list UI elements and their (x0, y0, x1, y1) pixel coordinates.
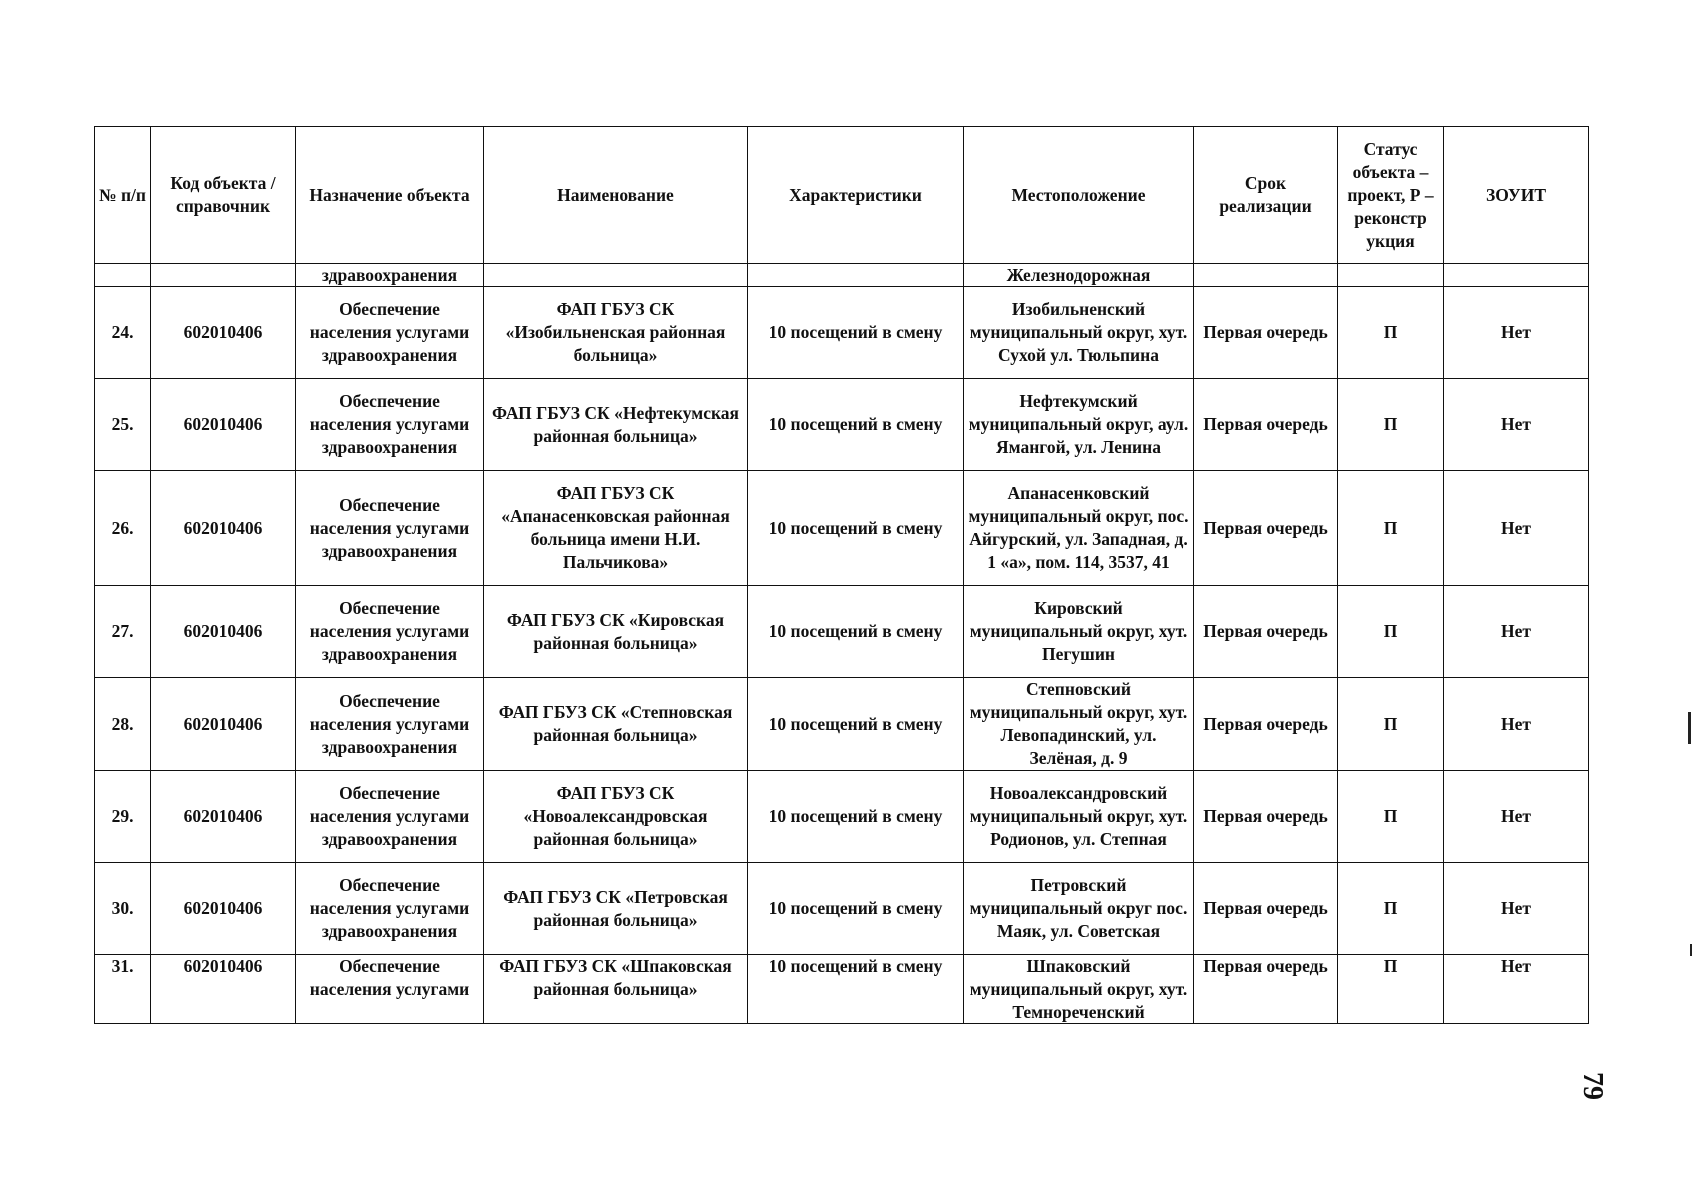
cell-text: Нет (1501, 517, 1531, 538)
cell-text: Нет (1501, 713, 1531, 734)
cell-zouit (1444, 471, 1589, 586)
cell-location: Железнодорожная (964, 264, 1194, 287)
cell-term (1194, 287, 1338, 379)
cell-specs (748, 471, 964, 586)
header-num: № п/п (95, 127, 151, 264)
cell-text: Нет (1501, 898, 1531, 918)
cell-code (151, 955, 296, 1024)
cell-text: Нефтекумский муниципальный округ, аул. Ямангой, ул. Ленина (968, 391, 1189, 457)
page-number: 79 (1577, 1072, 1608, 1100)
cell-text: Нет (1501, 956, 1531, 976)
cell-num (95, 678, 151, 771)
header-status: Статус объекта – проект, Р – реконстр укция (1338, 127, 1444, 264)
cell-purpose (296, 771, 484, 863)
header-name: Наименование (484, 127, 748, 264)
cell-text: 10 посещений в смену (768, 621, 943, 641)
cell-text: 10 посещений в смену (768, 322, 943, 342)
scan-edge-mark (1690, 944, 1692, 956)
cell-text: Кировский муниципальный округ, хут. Пегушин (969, 598, 1188, 664)
cell-text: Нет (1501, 414, 1531, 434)
cell-text: 602010406 (183, 713, 263, 734)
cell-text: 25. (111, 414, 134, 434)
cell-specs (748, 586, 964, 678)
cell-location (964, 863, 1194, 955)
scan-edge-mark (1688, 712, 1691, 744)
cell-text: ФАП ГБУЗ СК «Кировская районная больница» (506, 609, 725, 653)
header-zouit: ЗОУИТ (1444, 127, 1589, 264)
cell-text: Первая очередь (1203, 414, 1328, 434)
cell-text: 10 посещений в смену (768, 898, 943, 918)
cell-text: 31. (111, 956, 134, 976)
cell-zouit (1444, 678, 1589, 771)
cell-text: ФАП ГБУЗ СК «Шпаковская районная больница» (499, 956, 732, 999)
cell-location (964, 586, 1194, 678)
cell-location (964, 771, 1194, 863)
cell-num (95, 264, 151, 287)
cell-text: Первая очередь (1203, 517, 1328, 538)
cell-text: Степновский муниципальный округ, хут. Левопадинский, ул. Зелёная, д. 9 (969, 679, 1188, 768)
cell-text: 10 посещений в смену (768, 414, 943, 434)
cell-purpose: здравоохранения (296, 264, 484, 287)
cell-text: Обеспечение населения услугами здравоохранения (309, 598, 470, 664)
cell-term (1194, 264, 1338, 287)
cell-text: Обеспечение населения услугами здравоохранения (309, 494, 470, 561)
cell-text: Обеспечение населения услугами (309, 956, 470, 999)
cell-name (484, 264, 748, 287)
cell-name (484, 678, 748, 771)
cell-text: П (1383, 414, 1398, 434)
cell-text: 24. (111, 322, 134, 342)
table-header-row (95, 127, 1589, 264)
cell-zouit (1444, 264, 1589, 287)
cell-specs (748, 678, 964, 771)
cell-text: П (1383, 517, 1398, 538)
cell-text: Изобильненский муниципальный округ, хут. Сухой ул. Тюльпина (969, 299, 1188, 365)
cell-text: Обеспечение населения услугами здравоохранения (309, 875, 470, 941)
cell-text: Нет (1501, 806, 1531, 826)
cell-term (1194, 379, 1338, 471)
cell-text: Первая очередь (1203, 322, 1328, 342)
cell-zouit (1444, 863, 1589, 955)
data-table (94, 126, 1589, 1024)
cell-specs (748, 379, 964, 471)
header-location: Местоположение (964, 127, 1194, 264)
cell-text: 10 посещений в смену (768, 713, 943, 734)
cell-location (964, 379, 1194, 471)
header-purpose: Назначение объекта (296, 127, 484, 264)
cell-code (151, 678, 296, 771)
cell-location (964, 678, 1194, 771)
cell-text: Нет (1501, 621, 1531, 641)
cell-status (1338, 586, 1444, 678)
cell-code (151, 287, 296, 379)
header-code: Код объекта / справочник (151, 127, 296, 264)
cell-zouit (1444, 379, 1589, 471)
cell-text: П (1383, 713, 1398, 734)
cell-text: 30. (111, 898, 134, 918)
cell-name (484, 771, 748, 863)
cell-text: ФАП ГБУЗ СК «Новоалександровская районная больница» (523, 783, 708, 849)
cell-zouit (1444, 771, 1589, 863)
cell-name (484, 955, 748, 1024)
cell-text: 602010406 (183, 322, 263, 342)
cell-status (1338, 471, 1444, 586)
table-row (95, 287, 1589, 379)
cell-text: П (1383, 956, 1398, 976)
cell-text: Первая очередь (1203, 621, 1328, 641)
cell-purpose (296, 678, 484, 771)
cell-purpose (296, 287, 484, 379)
cell-purpose (296, 863, 484, 955)
cell-text: 28. (111, 713, 134, 734)
cell-text: 602010406 (183, 517, 263, 538)
cell-text: П (1383, 806, 1398, 826)
cell-code (151, 771, 296, 863)
cell-term (1194, 955, 1338, 1024)
cell-text: 602010406 (183, 806, 263, 826)
cell-num (95, 586, 151, 678)
cell-term (1194, 771, 1338, 863)
cell-zouit (1444, 955, 1589, 1024)
cell-text: Обеспечение населения услугами здравоохранения (309, 299, 470, 365)
cell-status (1338, 287, 1444, 379)
cell-text: 10 посещений в смену (768, 517, 943, 538)
cell-text: Нет (1501, 322, 1531, 342)
cell-code (151, 379, 296, 471)
continuation-row (95, 264, 1589, 287)
cell-text: Первая очередь (1203, 713, 1328, 734)
cell-location (964, 955, 1194, 1024)
cell-num (95, 471, 151, 586)
cell-text: Первая очередь (1203, 806, 1328, 826)
table-row (95, 379, 1589, 471)
table-row (95, 586, 1589, 678)
cell-purpose (296, 471, 484, 586)
cell-text: Обеспечение населения услугами здравоохранения (309, 690, 470, 757)
cell-num (95, 863, 151, 955)
cell-text: 29. (111, 806, 134, 826)
cell-status (1338, 678, 1444, 771)
cell-specs (748, 264, 964, 287)
table-row (95, 471, 1589, 586)
cell-text: Апанасенковский муниципальный округ, пос. Айгурский, ул. Западная, д. 1 «а», пом. 114, 3537, 41 (968, 483, 1189, 572)
cell-text: ФАП ГБУЗ СК «Изобильненская районная больница» (505, 299, 726, 365)
cell-status (1338, 771, 1444, 863)
cell-text: П (1383, 322, 1398, 342)
cell-text: 602010406 (183, 898, 263, 918)
cell-specs (748, 771, 964, 863)
cell-status (1338, 863, 1444, 955)
cell-zouit (1444, 287, 1589, 379)
cell-text: Первая очередь (1203, 898, 1328, 918)
cell-specs (748, 955, 964, 1024)
cell-term (1194, 471, 1338, 586)
cell-text: ФАП ГБУЗ СК «Нефтекумская районная больница» (491, 402, 740, 446)
cell-text: Петровский муниципальный округ пос. Маяк, ул. Советская (969, 875, 1188, 941)
cell-text: Обеспечение населения услугами здравоохранения (309, 391, 470, 457)
cell-num (95, 287, 151, 379)
cell-text: 10 посещений в смену (768, 956, 943, 976)
cell-num (95, 379, 151, 471)
cell-text: 602010406 (183, 414, 263, 434)
table-row (95, 678, 1589, 771)
cell-status (1338, 379, 1444, 471)
cell-text: Первая очередь (1203, 956, 1328, 976)
cell-zouit (1444, 586, 1589, 678)
cell-text: П (1383, 621, 1398, 641)
table-row (95, 771, 1589, 863)
cell-name (484, 586, 748, 678)
cell-text: 602010406 (183, 621, 263, 641)
cell-text: Шпаковский муниципальный округ, хут. Темнореченский (969, 956, 1188, 1022)
cell-num (95, 771, 151, 863)
cell-text: 10 посещений в смену (768, 806, 943, 826)
cell-purpose (296, 586, 484, 678)
cell-location (964, 471, 1194, 586)
cell-code (151, 586, 296, 678)
cell-text: ФАП ГБУЗ СК «Степновская районная больница» (498, 702, 733, 745)
cell-text: 27. (111, 621, 134, 641)
cell-num (95, 955, 151, 1024)
cell-text: Обеспечение населения услугами здравоохранения (309, 783, 470, 849)
header-term: Срок реализации (1194, 127, 1338, 264)
cell-name (484, 287, 748, 379)
cell-code (151, 863, 296, 955)
cell-text: ФАП ГБУЗ СК «Апанасенковская районная больница имени Н.И. Пальчикова» (501, 483, 730, 572)
cell-text: Новоалександровский муниципальный округ, хут. Родионов, ул. Степная (969, 783, 1188, 849)
cell-text: П (1383, 898, 1398, 918)
cell-name (484, 379, 748, 471)
cell-purpose (296, 955, 484, 1024)
cell-specs (748, 287, 964, 379)
cell-text: 602010406 (183, 956, 263, 976)
cell-code (151, 264, 296, 287)
header-specs: Характеристики (748, 127, 964, 264)
cell-text: ФАП ГБУЗ СК «Петровская районная больница» (503, 886, 728, 930)
cell-status (1338, 264, 1444, 287)
cell-specs (748, 863, 964, 955)
table-row (95, 863, 1589, 955)
cell-code (151, 471, 296, 586)
cell-name (484, 471, 748, 586)
cell-location (964, 287, 1194, 379)
cell-term (1194, 863, 1338, 955)
cell-purpose (296, 379, 484, 471)
cell-status (1338, 955, 1444, 1024)
cell-text: 26. (111, 517, 134, 538)
cell-term (1194, 586, 1338, 678)
table-row (95, 955, 1589, 1024)
cell-term (1194, 678, 1338, 771)
cell-name (484, 863, 748, 955)
